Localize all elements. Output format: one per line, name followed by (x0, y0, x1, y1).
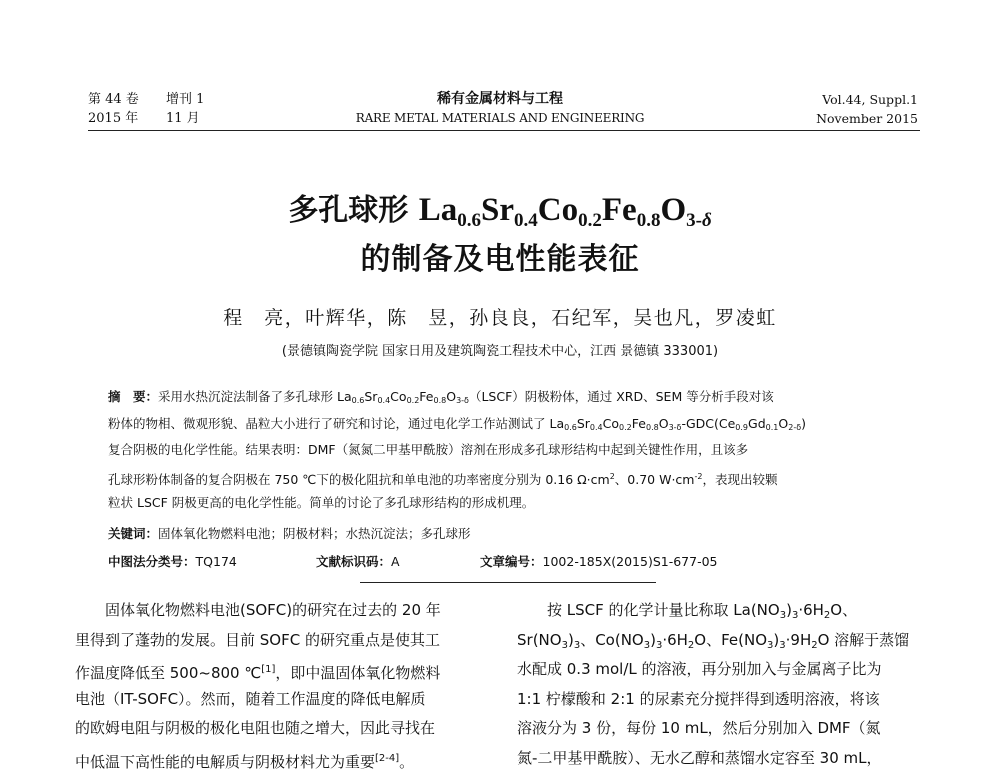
affiliation: (景德镇陶瓷学院 国家日用及建筑陶瓷工程技术中心，江西 景德镇 333001) (281, 344, 719, 359)
body-line: 固体氧化物燃料电池(SOFC)的研究在过去的 20 年 (75, 601, 441, 619)
body-line: 里得到了蓬勃的发展。目前 SOFC 的研究重点是使其工 (75, 630, 440, 649)
abstract-line: 粒状 LSCF 阴极更高的电化学性能。简单的讨论了多孔球形结构的形成机理。 (108, 495, 535, 510)
keywords (108, 524, 471, 542)
header-rule (88, 130, 920, 131)
body-line: 氮-二甲基甲酰胺）、无水乙醇和蒸馏水定容至 30 mL， (517, 748, 882, 767)
abstract-line: 孔球形粉体制备的复合阴极在 750 ℃下的极化阻抗和单电池的功率密度分别为 0.16 $\Omega\cdot cm^2$、0.70 $W\cdot cm^{-2}$，表现出较颗 (108, 471, 778, 487)
body-line: 溶液分为 3 份，每份 10 mL，然后分别加入 DMF（氮 (517, 719, 881, 737)
keywords-label: 关键词： (108, 526, 159, 541)
volume-label: 第 44 卷 (88, 92, 139, 107)
body-line: 的欧姆电阻与阴极的极化电阻也随之增大，因此寻找在 (75, 719, 436, 737)
supplement-label: 增刊 1 (166, 92, 205, 107)
year-label: 2015 年 (88, 111, 139, 126)
abstract-line: 粉体的物相、微观形貌、晶粒大小进行了研究和讨论，通过电化学工作站测试了 $La_{0.6}Sr_{0.4}Co_{0.2}Fe_{0.8}O_{3-\delta}-GDC(Ce_{0.9}Gd_{0.1}O_{2-\delta})$ (108, 415, 806, 432)
keywords-text: 固体氧化物燃料电池；阴极材料；水热沉淀法；多孔球形 (158, 526, 471, 541)
issue-info-en (816, 90, 918, 128)
journal-name-cn: 稀有金属材料与工程 (437, 91, 563, 107)
body-line: 作温度降低至 500~800 ℃[1]，即中温固体氧化物燃料 (75, 664, 441, 682)
body-column-right (517, 596, 925, 773)
abstract-separator (360, 582, 656, 583)
volume-en: Vol.44, Suppl.1 (822, 92, 918, 107)
author-list: 程 亮，叶辉华，陈 昱，孙良良，石纪军，吴也凡，罗凌虹 (223, 307, 777, 329)
body-line: 按 LSCF 的化学计量比称取 $La(NO_3)_3\cdot 6H_2O$、 (517, 601, 858, 621)
article-number: 文章编号：1002-185X(2015)S1-677-05 (480, 554, 718, 569)
body-line: 1:1 柠檬酸和 2:1 的尿素充分搅拌得到透明溶液，将该 (517, 689, 880, 708)
journal-name-en: RARE METAL MATERIALS AND ENGINEERING (355, 111, 645, 125)
abstract (108, 384, 918, 517)
paper-title-line2: 的制备及电性能表征 (360, 242, 640, 277)
title-prefix: 多孔球形 (288, 193, 419, 228)
body-line: 水配成 0.3 mol/L 的溶液，再分别加入与金属离子比为 (517, 660, 882, 678)
body-line: $Sr(NO_3)_3$、$Co(NO_3)_3\cdot 6H_2O$、$Fe(NO_3)_3\cdot 9H_2O$ 溶解于蒸馏 (517, 630, 910, 651)
month-label: 11 月 (166, 111, 200, 126)
body-column-left (75, 596, 483, 773)
title-formula: $La_{0.6}Sr_{0.4}Co_{0.2}Fe_{0.8}O_{3-\delta}$ (418, 192, 712, 231)
date-en: November 2015 (816, 111, 918, 126)
paper-title-line1 (0, 190, 1000, 241)
abstract-line: 复合阴极的电化学性能。结果表明：DMF（氮氮二甲基甲酰胺）溶剂在形成多孔球形结构中起到关键性作用，且该多 (108, 442, 749, 457)
clc-number: 中图法分类号：TQ174 (108, 554, 237, 569)
citation: [1] (261, 664, 276, 675)
citation: [2-4] (375, 752, 400, 764)
body-line: 中低温下高性能的电解质与阴极材料尤为重要[2-4]。 (75, 752, 415, 771)
abstract-label: 摘 要： (108, 389, 159, 404)
document-code: 文献标识码：A (316, 554, 400, 569)
body-line: 电池（IT-SOFC）。然而，随着工作温度的降低电解质 (75, 689, 426, 708)
abstract-line: 摘 要：采用水热沉淀法制备了多孔球形 $La_{0.6}Sr_{0.4}Co_{0.2}Fe_{0.8}O_{3-\delta}(LSCF)$阴极粉体，通过 XRD、SEM 等分析手段对该 (108, 389, 774, 405)
